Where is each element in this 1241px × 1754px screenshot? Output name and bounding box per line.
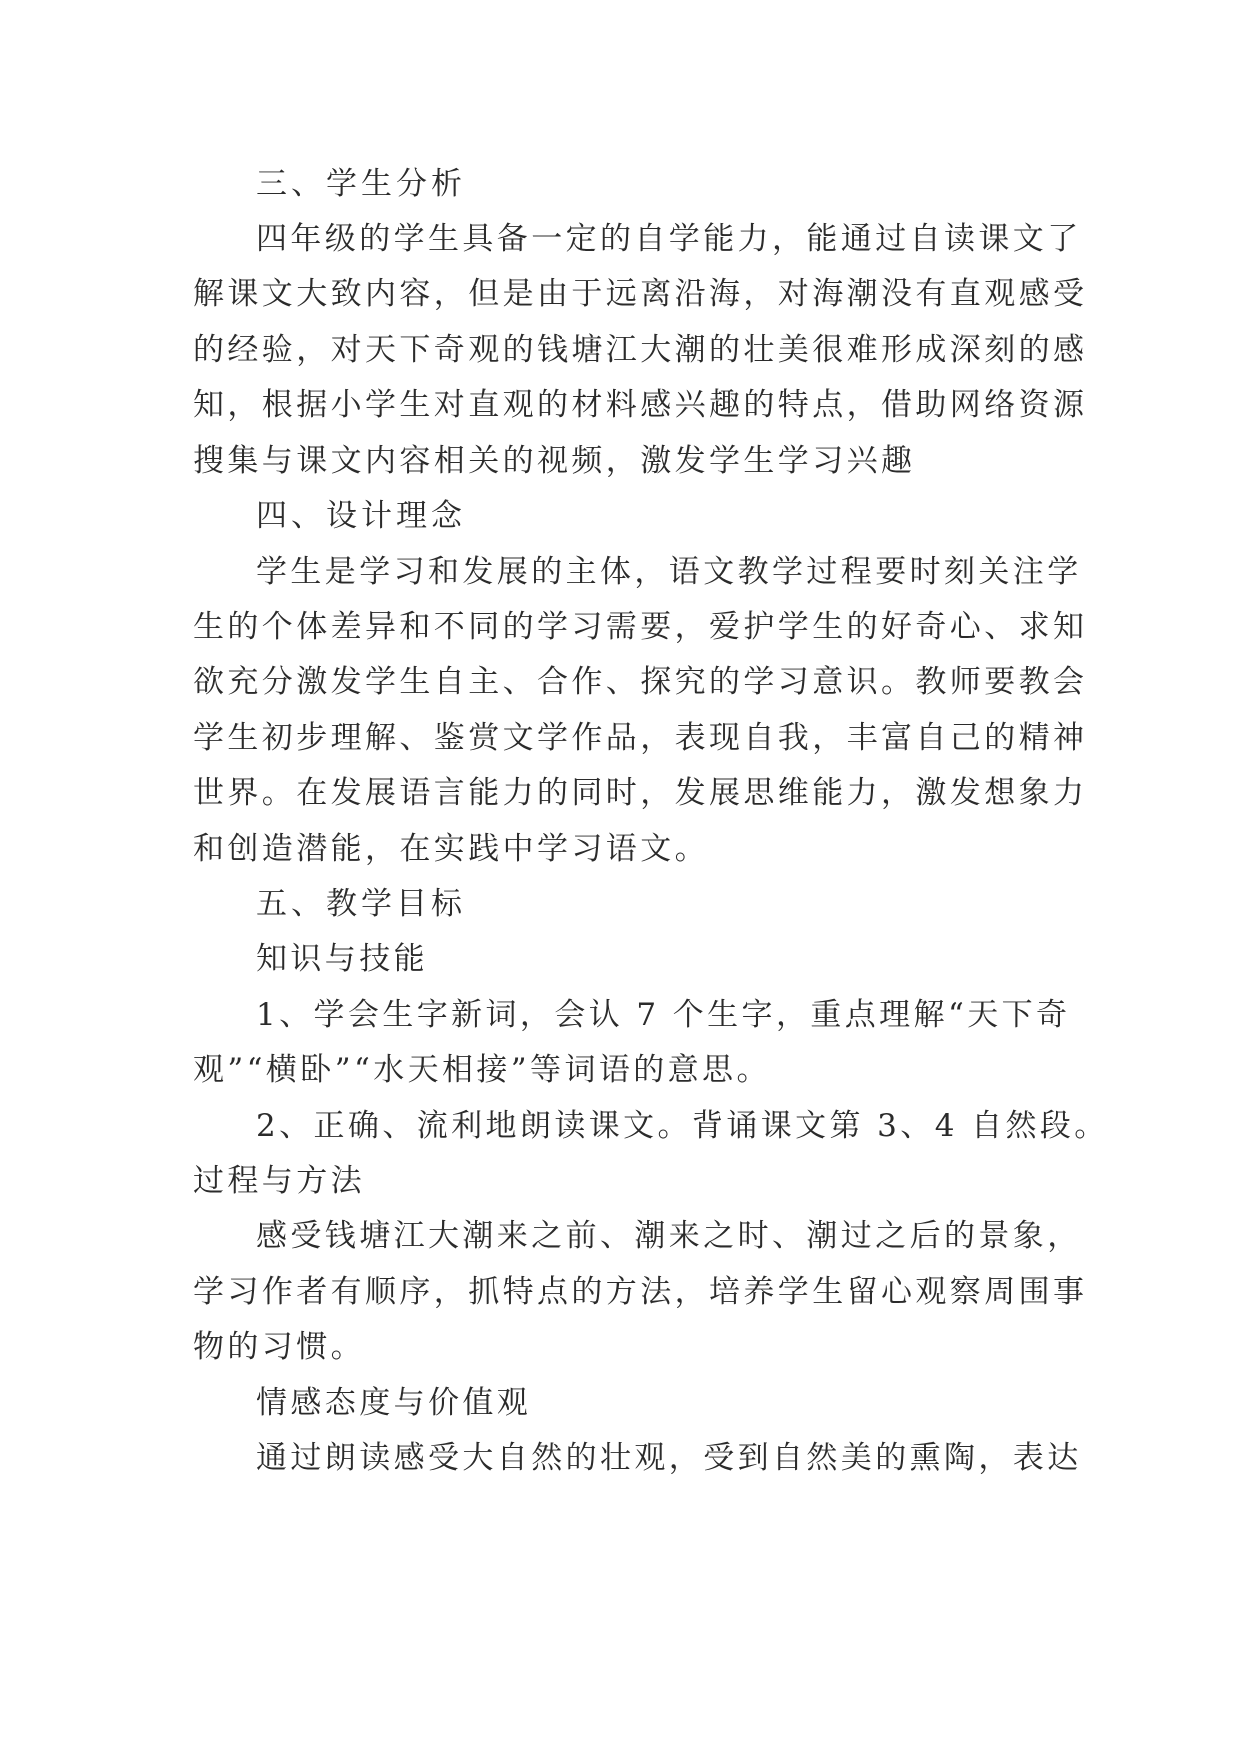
paragraph-line: 学生初步理解、鉴赏文学作品，表现自我，丰富自己的精神	[193, 720, 1088, 756]
paragraph-line: 通过朗读感受大自然的壮观，受到自然美的熏陶，表达	[256, 1440, 1082, 1476]
list-item-line: 2、正确、流利地朗读课文。背诵课文第 3、4 自然段。	[256, 1108, 1109, 1144]
paragraph-line: 四年级的学生具备一定的自学能力，能通过自读课文了	[256, 221, 1082, 257]
paragraph-line: 的经验，对天下奇观的钱塘江大潮的壮美很难形成深刻的感	[193, 332, 1088, 368]
list-item-line: 观”“横卧”“水天相接”等词语的意思。	[193, 1052, 771, 1088]
section-heading-teaching-goals: 五、教学目标	[256, 886, 466, 922]
paragraph-line: 学生是学习和发展的主体，语文教学过程要时刻关注学	[256, 554, 1082, 590]
subheading-emotion-values: 情感态度与价值观	[256, 1385, 532, 1421]
paragraph-line: 感受钱塘江大潮来之前、潮来之时、潮过之后的景象，	[256, 1218, 1082, 1254]
section-heading-student-analysis: 三、学生分析	[256, 166, 466, 202]
paragraph-line: 世界。在发展语言能力的同时，发展思维能力，激发想象力	[193, 775, 1088, 811]
list-item-line: 1、学会生字新词，会认 7 个生字，重点理解“天下奇	[256, 997, 1071, 1033]
paragraph-line: 知，根据小学生对直观的材料感兴趣的特点，借助网络资源	[193, 387, 1088, 423]
paragraph-line: 欲充分激发学生自主、合作、探究的学习意识。教师要教会	[193, 664, 1088, 700]
subheading-knowledge-skills: 知识与技能	[256, 941, 428, 977]
section-heading-design-concept: 四、设计理念	[256, 498, 466, 534]
paragraph-line: 和创造潜能，在实践中学习语文。	[193, 831, 709, 867]
paragraph-line: 学习作者有顺序，抓特点的方法，培养学生留心观察周围事	[193, 1274, 1088, 1310]
paragraph-line: 生的个体差异和不同的学习需要，爱护学生的好奇心、求知	[193, 609, 1088, 645]
paragraph-line: 解课文大致内容，但是由于远离沿海，对海潮没有直观感受	[193, 276, 1088, 312]
paragraph-line: 搜集与课文内容相关的视频，激发学生学习兴趣	[193, 443, 916, 479]
subheading-process-method: 过程与方法	[193, 1163, 365, 1199]
paragraph-line: 物的习惯。	[193, 1329, 365, 1365]
